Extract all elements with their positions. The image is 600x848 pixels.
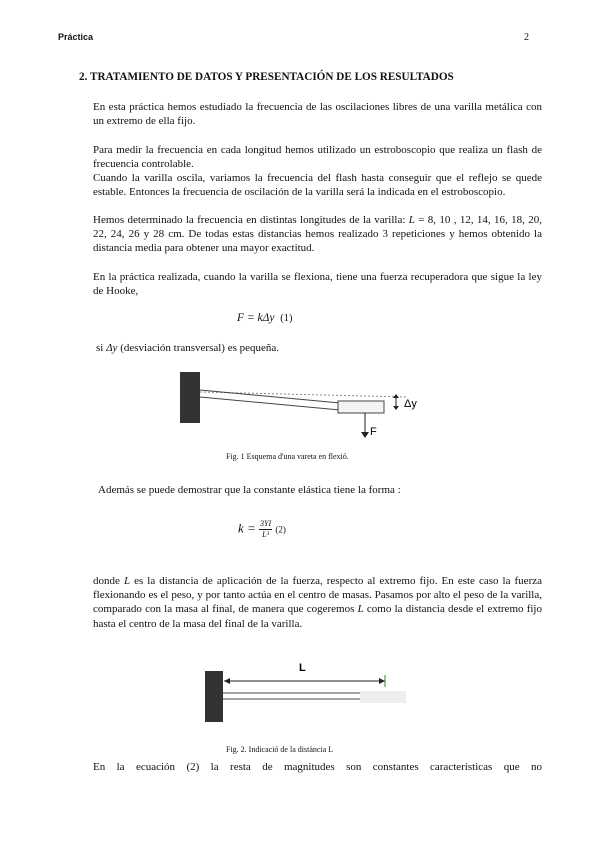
paragraph-strobe: Para medir la frecuencia en cada longitud hemos utilizado un estroboscopio que realiza un flash de frecuencia controlable. — [93, 144, 542, 171]
figure-1-diagram — [175, 366, 435, 448]
figure-1-caption: Fig. 1 Esquema d'una vareta en flexió. — [226, 452, 349, 461]
variable-L-def: L — [123, 575, 131, 587]
deviation-text: (desviación transversal) es pequeña. — [117, 342, 280, 354]
paragraph-elastic-constant: Además se puede demostrar que la constante elástica tiene la forma : — [98, 484, 401, 496]
label-force: F — [370, 426, 377, 438]
section-title: 2. TRATAMIENTO DE DATOS Y PRESENTACIÓN DE LOS RESULTADOS — [79, 71, 454, 83]
paragraph-equation-constants: En la ecuación (2) la resta de magnitudes son constantes características que no — [93, 761, 542, 773]
distance-text-a: donde — [93, 575, 124, 587]
force-arrow-head — [361, 432, 369, 438]
equation-number-2: (2) — [275, 524, 286, 535]
deviation-pre: si — [96, 342, 107, 354]
distance-text-b: es la distancia de aplicación de la fuerza, respecto al extremo fijo. En este caso la fuerza flexionando es el peso, y por tanto actúa en el centro de masas. Pasamos por alto el peso de la varilla, comparado con la masa al final, de manera que cogeremos — [93, 575, 542, 616]
deflection-arrow-top — [393, 394, 399, 398]
paragraph-lengths — [93, 213, 542, 256]
label-delta-y: Δy — [404, 398, 417, 410]
rod-bottom-edge — [200, 397, 340, 410]
fixed-wall-block — [205, 671, 223, 722]
deflection-arrow-bottom — [393, 406, 399, 410]
paragraph-deviation — [96, 341, 545, 355]
fraction — [259, 519, 272, 540]
lengths-text-b: = 8, 10 , 12, 14, 16, 18, 20, 22, 24, 26 y 28 cm. De todas estas distancias hemos realizado 3 repeticiones y hemos obtenido la distancia media para obtener una mayor exactitud. — [93, 214, 542, 255]
equation-hooke — [237, 312, 293, 324]
fraction-denominator: L³ — [262, 530, 270, 539]
running-header: Práctica — [58, 32, 94, 42]
fixed-wall-block — [180, 372, 200, 423]
equation-elastic — [238, 519, 286, 540]
end-mass — [338, 401, 384, 413]
length-arrow-right — [379, 678, 385, 684]
length-arrow-left — [224, 678, 230, 684]
figure-2-diagram — [200, 655, 410, 727]
distance-text-c: como la distancia desde el extremo fijo hasta el centro de la masa del final de la varilla. — [93, 603, 542, 630]
page-number: 2 — [524, 32, 529, 43]
variable-L-usage: L — [357, 603, 364, 616]
paragraph-intro: En esta práctica hemos estudiado la frecuencia de las oscilaciones libres de una varilla metálica con un extremo de ella fijo. — [93, 101, 542, 128]
label-length: L — [299, 662, 306, 674]
end-mass — [360, 691, 406, 703]
figure-2-caption: Fig. 2. Indicació de la distància L — [226, 745, 334, 754]
equation-hooke-formula: F = kΔy — [237, 312, 275, 324]
paragraph-distance — [93, 574, 542, 631]
equation-number-1: (1) — [280, 313, 293, 324]
variable-dy: Δy — [106, 342, 118, 354]
variable-L: L — [408, 214, 415, 226]
paragraph-hooke: En la práctica realizada, cuando la varilla se flexiona, tiene una fuerza recuperadora que sigue la ley de Hooke, — [93, 271, 542, 298]
paragraph-oscillation: Cuando la varilla oscila, variamos la frecuencia del flash hasta conseguir que el reflejo se quede estable. Entonces la frecuencia de oscilación de la varilla será la indicada en el estroboscopio. — [93, 172, 542, 199]
rod-top-edge — [200, 390, 340, 403]
lengths-text-a: Hemos determinado la frecuencia en distintas longitudes de la varilla: — [93, 214, 409, 226]
equation-elastic-lhs: k = — [238, 520, 260, 536]
fraction-numerator: 3YI — [260, 519, 272, 528]
